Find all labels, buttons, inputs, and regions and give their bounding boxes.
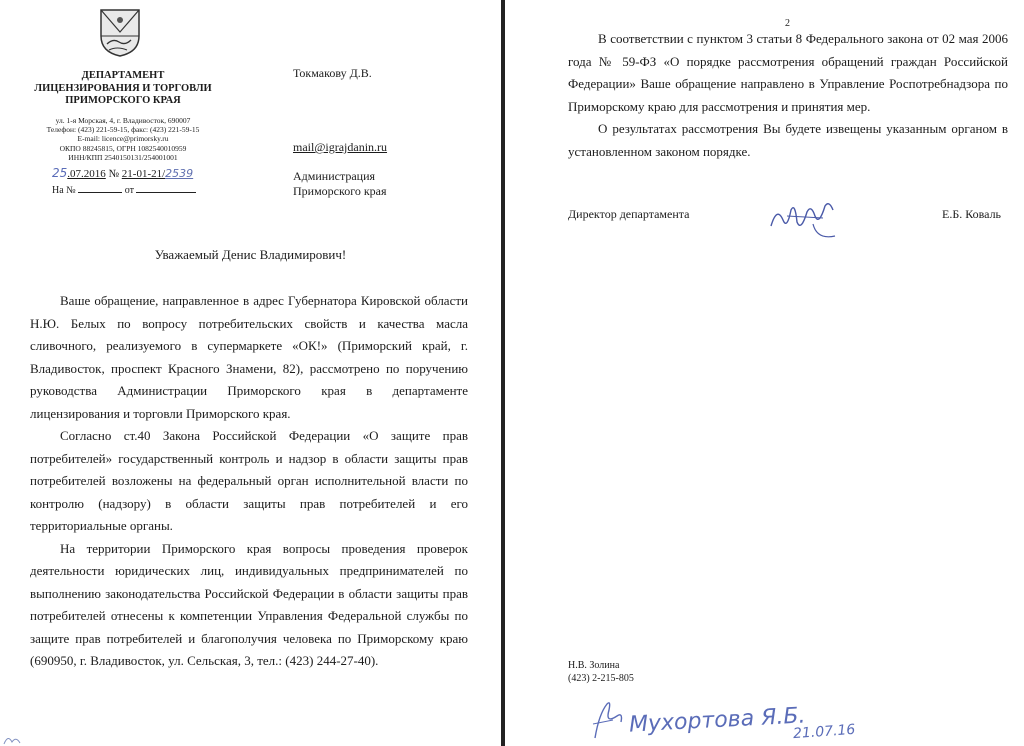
number-value: 21-01-21/ (121, 168, 166, 180)
executor-info (568, 660, 634, 685)
recipient-name: Токмакову Д.В. (293, 66, 372, 80)
ref-label: На № (52, 185, 76, 196)
body-paragraph: Согласно ст.40 Закона Российской Федерации «О защите прав потребителей» государственный контроль и надзор в области защиты прав потребителей возложены на федеральный орган исполнительной власти по контролю (надзору) в области защиты прав потребителей и его территориальные органы. (30, 428, 468, 533)
letter-page-1 (0, 0, 501, 746)
ref-from-label: от (124, 185, 134, 196)
number-label: № (108, 168, 120, 180)
recipient-email-link[interactable]: mail@igrajdanin.ru (293, 140, 388, 154)
department-line-3: ПРИМОРСКОГО КРАЯ (65, 95, 181, 106)
letter-body (30, 290, 468, 673)
page-number: 2 (785, 18, 790, 29)
handwritten-initial (589, 694, 627, 744)
address-line: ОКПО 88245815, ОГРН 1082540010959 (59, 143, 187, 153)
recipient-org-line-2: Приморского края (293, 184, 387, 198)
body-paragraph: О результатах рассмотрения Вы будете извещены указанным органом в установленном законом порядке. (568, 121, 1008, 159)
department-line-1: ДЕПАРТАМЕНТ (81, 70, 165, 81)
director-signature (763, 196, 845, 246)
address-line: ИНН/КПП 2540150131/254001001 (68, 152, 178, 162)
outgoing-reference (52, 166, 232, 181)
body-paragraph: Ваше обращение, направленное в адрес Губернатора Кировской области Н.Ю. Белых по вопросу потребительских свойств и качества масла сливочного, реализуемого в супермаркете «ОК!» (Приморский край, г. Владивосток, проспект Красного Знамени, 82), рассмотрено по поручению руководства Администрации Приморского края в департаменте лицензирования и торговли Приморского края. (30, 293, 468, 421)
executor-name: Н.В. Золина (568, 660, 620, 671)
address-line: Телефон: (423) 221-59-15, факс: (423) 221-59-15 (46, 125, 200, 135)
greeting: Уважаемый Денис Владимирович! (154, 247, 347, 262)
department-address (18, 116, 228, 162)
incoming-reference (52, 184, 232, 197)
corner-mark-icon (2, 732, 30, 746)
address-line: E-mail: licence@primorsky.ru (77, 134, 169, 144)
department-name (18, 70, 228, 108)
body-paragraph: В соответствии с пунктом 3 статьи 8 Федерального закона от 02 мая 2006 года № 59-ФЗ «О порядке рассмотрения обращений граждан Российской Федерации» Ваше обращение направлено в Управление Роспотребнадзора по Приморскому краю для рассмотрения и принятия мер. (568, 31, 1008, 114)
address-line: ул. 1-я Морская, 4, г. Владивосток, 690007 (55, 116, 191, 125)
signature-name: Е.Б. Коваль (942, 207, 1002, 221)
body-paragraph: На территории Приморского края вопросы проведения проверок деятельности юридических лиц, индивидуальных предпринимателей по выполнению законодательства Российской Федерации в области защиты прав потребителей отнесены к компетенции Управления Федеральной службы по защите прав потребителей и благополучия человека по Приморскому краю (690950, г. Владивосток, ул. Сельская, 3, тел.: (423) 244-27-40). (30, 540, 468, 668)
executor-phone: (423) 2-215-805 (568, 672, 634, 684)
number-handwritten: 2539 (165, 167, 194, 180)
recipient-org-line-1: Администрация (293, 169, 376, 183)
signature-title: Директор департамента (568, 207, 690, 221)
letter-page-2 (505, 0, 1024, 746)
date-handwritten: 25 (52, 166, 68, 180)
recipient-org (293, 169, 387, 199)
department-line-2: ЛИЦЕНЗИРОВАНИЯ И ТОРГОВЛИ (34, 82, 212, 94)
handwritten-note: Мухортова Я.Б. (628, 703, 807, 738)
page2-body (568, 28, 1008, 163)
handwritten-date: 21.07.16 (792, 721, 856, 743)
coat-of-arms-icon (97, 6, 143, 58)
date-printed: .07.2016 (67, 168, 106, 180)
